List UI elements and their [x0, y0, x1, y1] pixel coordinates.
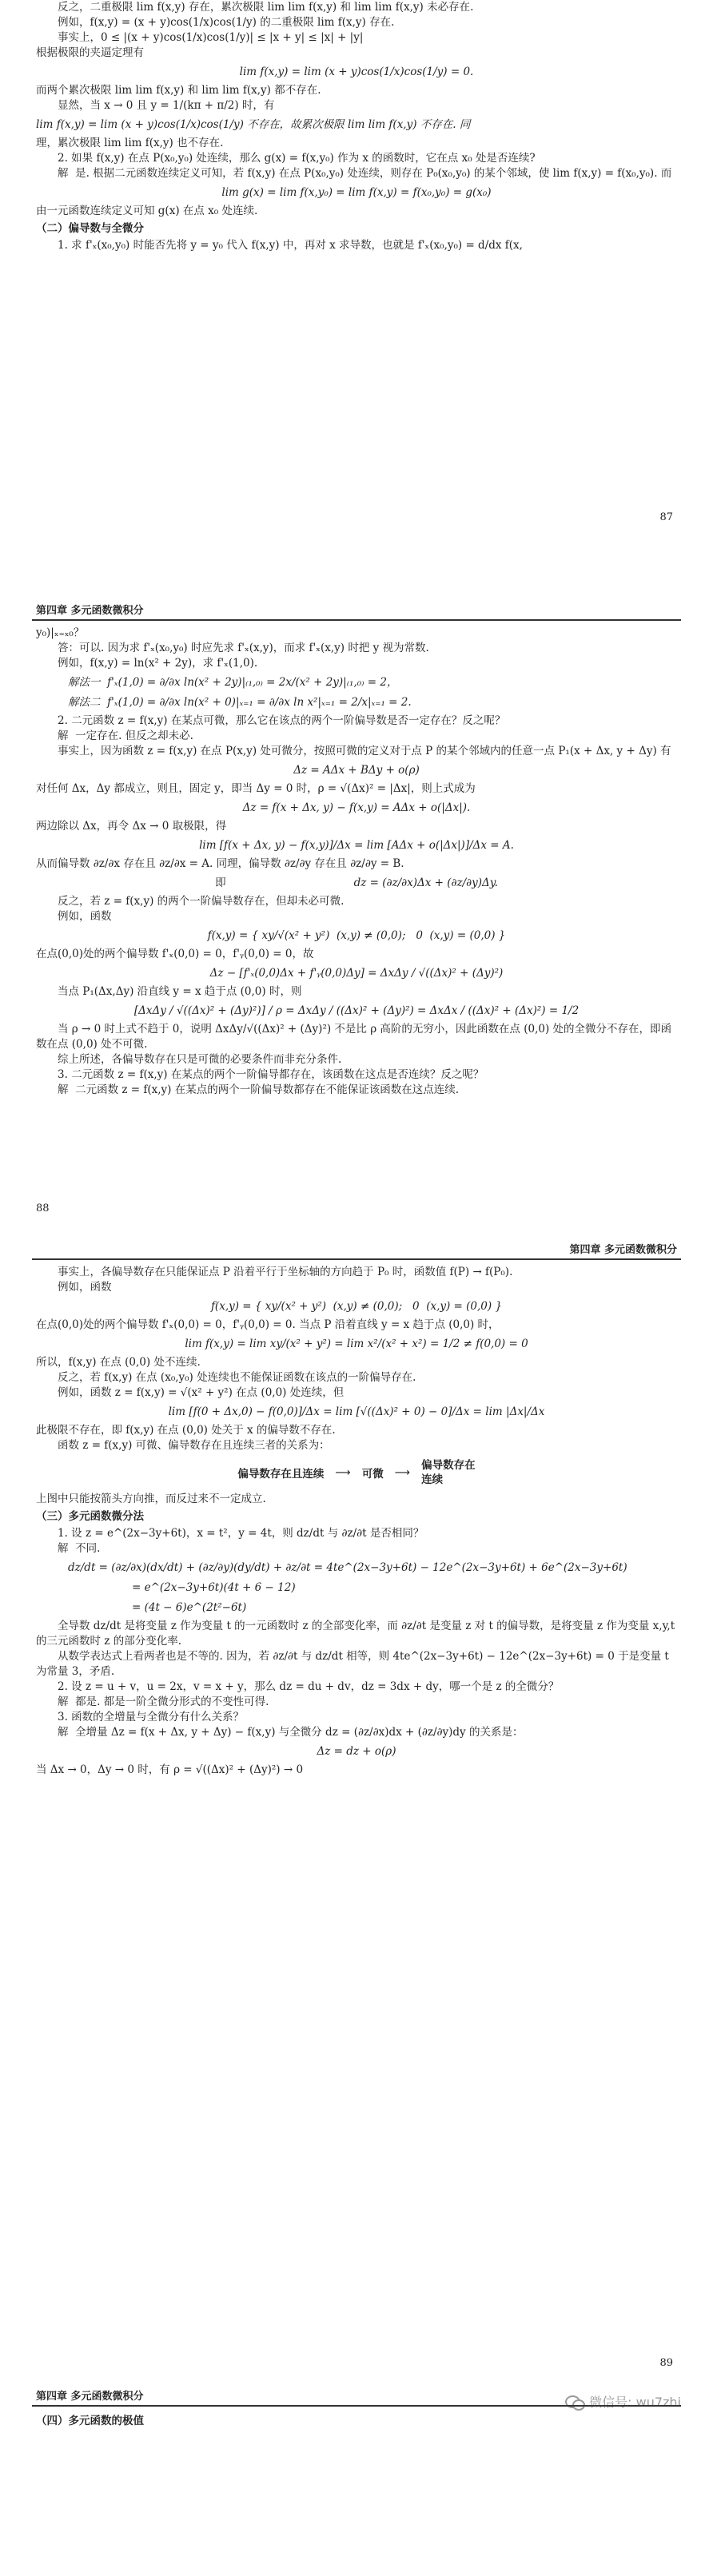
chapter-header: 第四章 多元函数微积分 [36, 2391, 144, 2403]
text-line: 例如，函数 z = f(x,y) = √(x² + y²) 在点 (0,0) 处连续，但 [58, 1386, 345, 1399]
text-line: 显然，当 x → 0 且 y = 1/(kπ + π/2) 时，有 [58, 99, 275, 112]
text-line: 理，累次极限 lim lim f(x,y) 也不存在. [36, 137, 224, 149]
diagram-right [421, 1458, 476, 1487]
text-line: 当点 P₁(Δx,Δy) 沿直线 y = x 趋于点 (0,0) 时，则 [58, 985, 302, 998]
equation: lim [f(0 + Δx,0) − f(0,0)]/Δx = lim [√((Δx)² + 0) − 0]/Δx = lim |Δx|/Δx [168, 1405, 545, 1418]
equation: 解法二 f'ₓ(1,0) = ∂/∂x ln(x² + 0)|ₓ₌₁ = ∂/∂x ln x²|ₓ₌₁ = 2/x|ₓ₌₁ = 2. [68, 696, 412, 709]
text-line: 当 ρ → 0 时上式不趋于 0，说明 ΔxΔy/√((Δx)² + (Δy)²) 不是比 ρ 高阶的无穷小，因此函数在点 (0,0) 处的全微分不存在，即函数在点 (0,0) 处不可微. [36, 1023, 672, 1051]
text-line: 上图中只能按箭头方向推，而反过来不一定成立. [36, 1493, 266, 1505]
equation: = (4t − 6)e^(2t²−6t) [132, 1601, 247, 1614]
page-88 [0, 595, 713, 1234]
equation: = e^(2x−3y+6t)(4t + 6 − 12) [132, 1581, 296, 1594]
text-line: 从而偏导数 ∂z/∂x 存在且 ∂z/∂x = A. 同理，偏导数 ∂z/∂y 存在且 ∂z/∂y = B. [36, 857, 404, 870]
text-line: 解 全增量 Δz = f(x + Δx, y + Δy) − f(x,y) 与全微分 dz = (∂z/∂x)dx + (∂z/∂y)dy 的关系是： [58, 1726, 524, 1739]
page-87 [0, 0, 713, 595]
diagram-right-top: 偏导数存在 [421, 1459, 476, 1472]
text-line: 从数学表达式上看两者也是不等的. 因为，若 ∂z/∂t 与 dz/dt 相等，则 4te^(2x−3y+6t) − 12e^(2x−3y+6t) = 0 于是变量 t 为常量 3，矛盾. [36, 1650, 673, 1678]
text-line: 例如，函数 [58, 910, 112, 923]
text-line: 而两个累次极限 lim lim f(x,y) 和 lim lim f(x,y) 都不存在. [36, 84, 321, 97]
header-rule [32, 1258, 681, 1260]
relation-diagram [36, 1458, 677, 1487]
watermark [565, 2392, 681, 2411]
section-heading: （四）多元函数的极值 [36, 2415, 144, 2427]
equation: Δz = AΔx + BΔy + o(ρ) [293, 764, 420, 777]
equation: lim f(x,y) = lim (x + y)cos(1/x)cos(1/y) = 0. [239, 66, 474, 78]
header-rule [32, 2405, 681, 2407]
text-line: 事实上，因为函数 z = f(x,y) 在点 P(x,y) 处可微分，按照可微的定义对于点 P 的某个邻域内的任意一点 P₁(x + Δx, y + Δy) 有 [58, 745, 671, 757]
text-line: y₀)|ₓ₌ₓ₀？ [36, 626, 85, 639]
text-line: 由一元函数连续定义可知 g(x) 在点 x₀ 处连续. [36, 205, 258, 217]
equation-body: dz = (∂z/∂x)Δx + (∂z/∂y)Δy. [353, 877, 498, 889]
text-line: 反之，若 f(x,y) 在点 (x₀,y₀) 处连续也不能保证函数在该点的一阶偏导存在. [58, 1371, 416, 1384]
diagram-middle: 可微 [361, 1468, 384, 1481]
text-line: 2. 设 z = u + v，u = 2x，v = x + y，那么 dz = du + dv，dz = 3dx + dy，哪一个是 z 的全微分？ [58, 1680, 560, 1693]
page-number: 88 [36, 1203, 50, 1214]
diagram-left: 偏导数存在且连续 [237, 1468, 325, 1481]
text-line: 所以，f(x,y) 在点 (0,0) 处不连续. [36, 1356, 201, 1369]
equation: Δz = dz + o(ρ) [317, 1745, 396, 1758]
text-line: 答：可以. 因为求 f'ₓ(x₀,y₀) 时应先求 f'ₓ(x,y)，而求 f'ₓ(x,y) 时把 y 视为常数. [58, 642, 429, 654]
equation: lim [f(x + Δx, y) − f(x,y)]/Δx = lim [AΔx + o(|Δx|)]/Δx = A. [199, 839, 514, 852]
text-line: 解 都是. 都是一阶全微分形式的不变性可得. [58, 1695, 269, 1708]
equation: Δz = f(x + Δx, y) − f(x,y) = AΔx + o(|Δx|). [242, 801, 471, 814]
equation: lim f(x,y) = lim xy/(x² + y²) = lim x²/(x² + x²) = 1/2 ≠ f(0,0) = 0 [185, 1338, 528, 1350]
text-line: 全导数 dz/dt 是将变量 z 作为变量 t 的一元函数时 z 的全部变化率，而 ∂z/∂t 是变量 z 对 t 的偏导数，是将变量 z 作为变量 x,y,t 的三元函数时 z 的部分变化率. [36, 1620, 679, 1648]
section-heading: （二）偏导数与全微分 [36, 222, 144, 235]
text-line: 2. 二元函数 z = f(x,y) 在某点可微，那么它在该点的两个一阶偏导数是否一定存在？反之呢？ [58, 714, 506, 727]
watermark-text: 微信号: wu7zhi [589, 2395, 681, 2410]
text-line: 在点(0,0)处的两个偏导数 f'ₓ(0,0) = 0，f'ᵧ(0,0) = 0，故 [36, 948, 314, 960]
arrow-icon: ⟶ [335, 1466, 351, 1479]
equation: 解法一 f'ₓ(1,0) = ∂/∂x ln(x² + 2y)|₍₁,₀₎ = 2x/(x² + 2y)|₍₁,₀₎ = 2， [68, 676, 398, 689]
page-number: 89 [659, 2357, 673, 2369]
equation: f(x,y) = { xy/(x² + y²) (x,y) ≠ (0,0); 0 (x,y) = (0,0) } [210, 1300, 503, 1313]
text-line: 反之，二重极限 lim f(x,y) 存在，累次极限 lim lim f(x,y) 和 lim lim f(x,y) 未必存在. [58, 1, 474, 14]
equation: [ΔxΔy / √((Δx)² + (Δy)²)] / ρ = ΔxΔy / ((Δx)² + (Δy)²) = ΔxΔx / ((Δx)² + (Δx)²) = 1/2 [133, 1004, 580, 1017]
text-line: 反之，若 z = f(x,y) 的两个一阶偏导数存在，但却未必可微. [58, 895, 345, 908]
text-line: 事实上，各偏导数存在只能保证点 P 沿着平行于坐标轴的方向趋于 P₀ 时，函数值 f(P) → f(P₀). [58, 1266, 513, 1278]
equation: dz/dt = (∂z/∂x)(dx/dt) + (∂z/∂y)(dy/dt) + ∂z/∂t = 4te^(2x−3y+6t) − 12e^(2x−3y+6t) + 6e^(2x−3y+6t) [68, 1561, 627, 1574]
text-line: 对任何 Δx，Δy 都成立，则且，固定 y，即当 Δy = 0 时，ρ = √(Δx)² = |Δx|，则上式成为 [36, 782, 476, 795]
chapter-header: 第四章 多元函数微积分 [569, 1244, 677, 1256]
text-line: 解 一定存在. 但反之却未必. [58, 729, 193, 742]
text-line: 解 二元函数 z = f(x,y) 在某点的两个一阶偏导数都存在不能保证该函数在这点连续. [58, 1083, 460, 1096]
text-line: 综上所述，各偏导数存在只是可微的必要条件而非充分条件. [58, 1053, 342, 1066]
diagram-right-bottom: 连续 [421, 1473, 444, 1486]
page-89 [0, 1234, 713, 2381]
text-line: 3. 函数的全增量与全微分有什么关系？ [58, 1711, 245, 1723]
text-line: 函数 z = f(x,y) 可微、偏导数存在且连续三者的关系为： [58, 1439, 330, 1452]
text-line: 2. 如果 f(x,y) 在点 P(x₀,y₀) 处连续，那么 g(x) = f(x,y₀) 作为 x 的函数时，它在点 x₀ 处是否连续? [58, 152, 536, 165]
header-rule [32, 619, 681, 621]
text-line: 1. 设 z = e^(2x−3y+6t)，x = t²，y = 4t，则 dz/dt 与 ∂z/∂t 是否相同？ [58, 1527, 424, 1540]
text-line: 两边除以 Δx，再令 Δx → 0 取极限，得 [36, 820, 227, 833]
text-line: 在点(0,0)处的两个偏导数 f'ₓ(0,0) = 0，f'ᵧ(0,0) = 0. 当点 P 沿着直线 y = x 趋于点 (0,0) 时， [36, 1318, 500, 1331]
text-line: 解 不同. [58, 1542, 101, 1555]
text-line: 例如，f(x,y) = ln(x² + 2y)，求 f'ₓ(1,0). [58, 657, 258, 670]
equation: lim f(x,y) = lim (x + y)cos(1/x)cos(1/y) 不存在，故累次极限 lim lim f(x,y) 不存在. 同 [36, 118, 471, 131]
wechat-icon [565, 2394, 584, 2410]
chapter-header: 第四章 多元函数微积分 [36, 605, 144, 617]
text-line: 根据极限的夹逼定理有 [36, 46, 144, 59]
arrow-icon: ⟶ [394, 1466, 411, 1479]
text-line: 此极限不存在，即 f(x,y) 在点 (0,0) 处关于 x 的偏导数不存在. [36, 1424, 336, 1437]
equation [36, 874, 677, 892]
equation-label: 即 [215, 877, 226, 889]
text-line: 1. 求 f'ₓ(x₀,y₀) 时能否先将 y = y₀ 代入 f(x,y) 中，再对 x 求导数，也就是 f'ₓ(x₀,y₀) = d/dx f(x, [58, 239, 523, 252]
text-line: 例如，函数 [58, 1281, 112, 1294]
section-heading: （三）多元函数微分法 [36, 1510, 144, 1523]
page-number: 87 [659, 511, 673, 523]
text-line: 事实上，0 ≤ |(x + y)cos(1/x)cos(1/y)| ≤ |x + y| ≤ |x| + |y| [58, 31, 364, 44]
text-line: 例如，f(x,y) = (x + y)cos(1/x)cos(1/y) 的二重极限 lim f(x,y) 存在. [58, 16, 395, 29]
equation: f(x,y) = { xy/√(x² + y²) (x,y) ≠ (0,0); 0 (x,y) = (0,0) } [207, 929, 506, 942]
equation: lim g(x) = lim f(x,y₀) = lim f(x,y) = f(x₀,y₀) = g(x₀) [221, 186, 492, 199]
text-line: 当 Δx → 0，Δy → 0 时，有 ρ = √((Δx)² + (Δy)²) → 0 [36, 1763, 304, 1776]
equation: Δz − [f'ₓ(0,0)Δx + f'ᵧ(0,0)Δy] = ΔxΔy / √((Δx)² + (Δy)²) [209, 967, 504, 980]
page-90 [0, 2381, 713, 2576]
text-line: 解 是. 根据二元函数连续定义可知，若 f(x,y) 在点 P(x₀,y₀) 处连续，则存在 P₀(x₀,y₀) 的某个邻域，使 lim f(x,y) = f(x₀,y₀). 而 [58, 167, 672, 180]
text-line: 3. 二元函数 z = f(x,y) 在某点的两个一阶偏导都存在，该函数在这点是否连续？反之呢？ [58, 1068, 484, 1081]
